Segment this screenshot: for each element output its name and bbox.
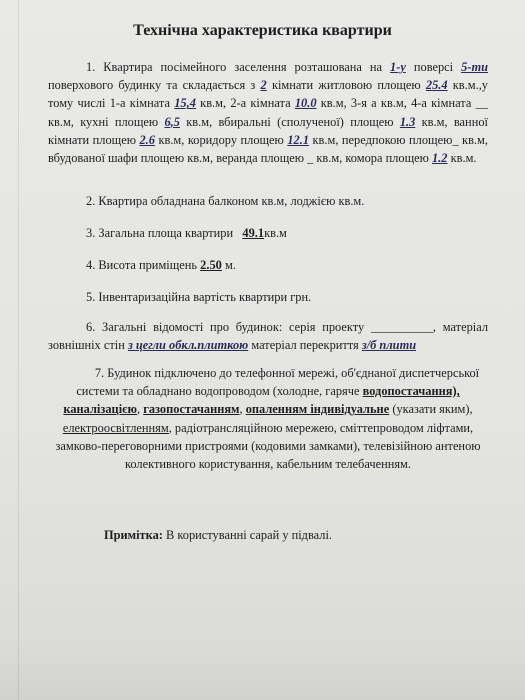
room2-value: 10.0 xyxy=(294,96,317,111)
note xyxy=(104,526,484,544)
height-value: 2.50 xyxy=(200,258,222,272)
p1-text-9: кв.м, ванної кімнати площею xyxy=(48,114,488,147)
walls-material-value: з цегли обкл.плиткою xyxy=(127,338,249,353)
note-label: Примітка: xyxy=(104,528,163,542)
p1-text-6: кв.м, 2-а кімната xyxy=(200,96,291,111)
living-area-value: 25.4 xyxy=(425,78,448,93)
paragraph-6 xyxy=(48,318,488,354)
p6-text-1: 6. Загальні відомості про будинок: серія проекту __________, матеріал зовнішніх стін xyxy=(48,320,488,353)
rooms-value: 2 xyxy=(260,78,267,93)
p7-text-2: , xyxy=(136,402,141,417)
p1-text-3: поверхового будинку та складається з xyxy=(48,78,256,93)
p1-text-8: кв.м, вбиральні (сполученої) площею xyxy=(186,114,394,129)
p7-text-1: 7. Будинок підключено до телефонної мережі, об'єднаної диспетчерської системи та обладнано водопроводом (холодне, гаряче xyxy=(76,366,480,399)
p1-text-2: поверсі xyxy=(413,60,454,74)
total-area-value: 49.1 xyxy=(242,226,265,240)
p1-text-7: кв.м, 3-я а кв.м, 4-а кімната __ кв.м, кухні площею xyxy=(48,96,488,129)
paragraph-4 xyxy=(48,256,488,274)
p1-text-1: 1. Квартира посімейного заселення розташована на xyxy=(86,60,383,74)
p7-text-3: , xyxy=(239,402,243,417)
water-value: водопостачання), каналізацією xyxy=(63,384,460,417)
floors-total-value: 5-ти xyxy=(461,60,488,74)
ceiling-material-value: з/б плити xyxy=(361,338,417,353)
paragraph-5 xyxy=(48,288,488,306)
p4-text-2: м. xyxy=(224,258,236,272)
gas-value: газопостачанням xyxy=(143,402,240,417)
page-title: Технічна характеристика квартири xyxy=(133,22,392,39)
p7-text-5: , радіотрансляційною мережею, сміттепроводом ліфтами, замково-переговорними пристроями (кодовими замками), телевізійною антеною колективного користування, кабельним телебаченням. xyxy=(55,420,481,472)
p7-text-4: (указати яким), xyxy=(392,402,473,417)
page-shadow xyxy=(0,640,525,700)
p1-text-4: кімнати житловою площею xyxy=(271,78,421,93)
corridor-value: 12.1 xyxy=(287,132,310,147)
p6-text-2: матеріал перекриття xyxy=(251,338,359,353)
p1-text-10: кв.м, коридору площею xyxy=(158,132,284,147)
paragraph-1 xyxy=(48,58,488,167)
bath-value: 2.6 xyxy=(139,132,155,147)
p3-text-1: 3. Загальна площа квартири xyxy=(86,226,234,240)
p2-text: 2. Квартира обладнана балконом кв.м, лоджією кв.м. xyxy=(86,194,365,208)
p5-text: 5. Інвентаризаційна вартість квартири грн. xyxy=(86,290,312,304)
heating-value: опаленням індивідуальне xyxy=(245,402,390,417)
p3-text-2: кв.м xyxy=(264,226,287,240)
toilet-value: 1.3 xyxy=(399,114,416,129)
p1-text-12: кв.м. xyxy=(450,151,477,166)
floor-value: 1-у xyxy=(390,60,406,74)
paragraph-3 xyxy=(48,224,488,242)
p1-text-11: кв.м, передпокою площею_ кв.м, вбудованої шафи площею кв.м, веранда площею _ кв.м, комора площею xyxy=(48,132,488,166)
p1-text-5: кв.м.,у тому числі 1-а кімната xyxy=(48,78,488,111)
paragraph-7 xyxy=(48,364,488,473)
kitchen-value: 6,5 xyxy=(164,114,180,129)
room1-value: 15,4 xyxy=(174,96,196,111)
note-text: В користуванні сарай у підвалі. xyxy=(166,528,333,542)
p4-text-1: 4. Висота приміщень xyxy=(86,258,198,272)
paragraph-2 xyxy=(48,192,488,210)
paper-fold xyxy=(18,0,19,700)
storage-value: 1.2 xyxy=(432,151,448,166)
electric-value: електроосвітленням xyxy=(62,420,169,435)
